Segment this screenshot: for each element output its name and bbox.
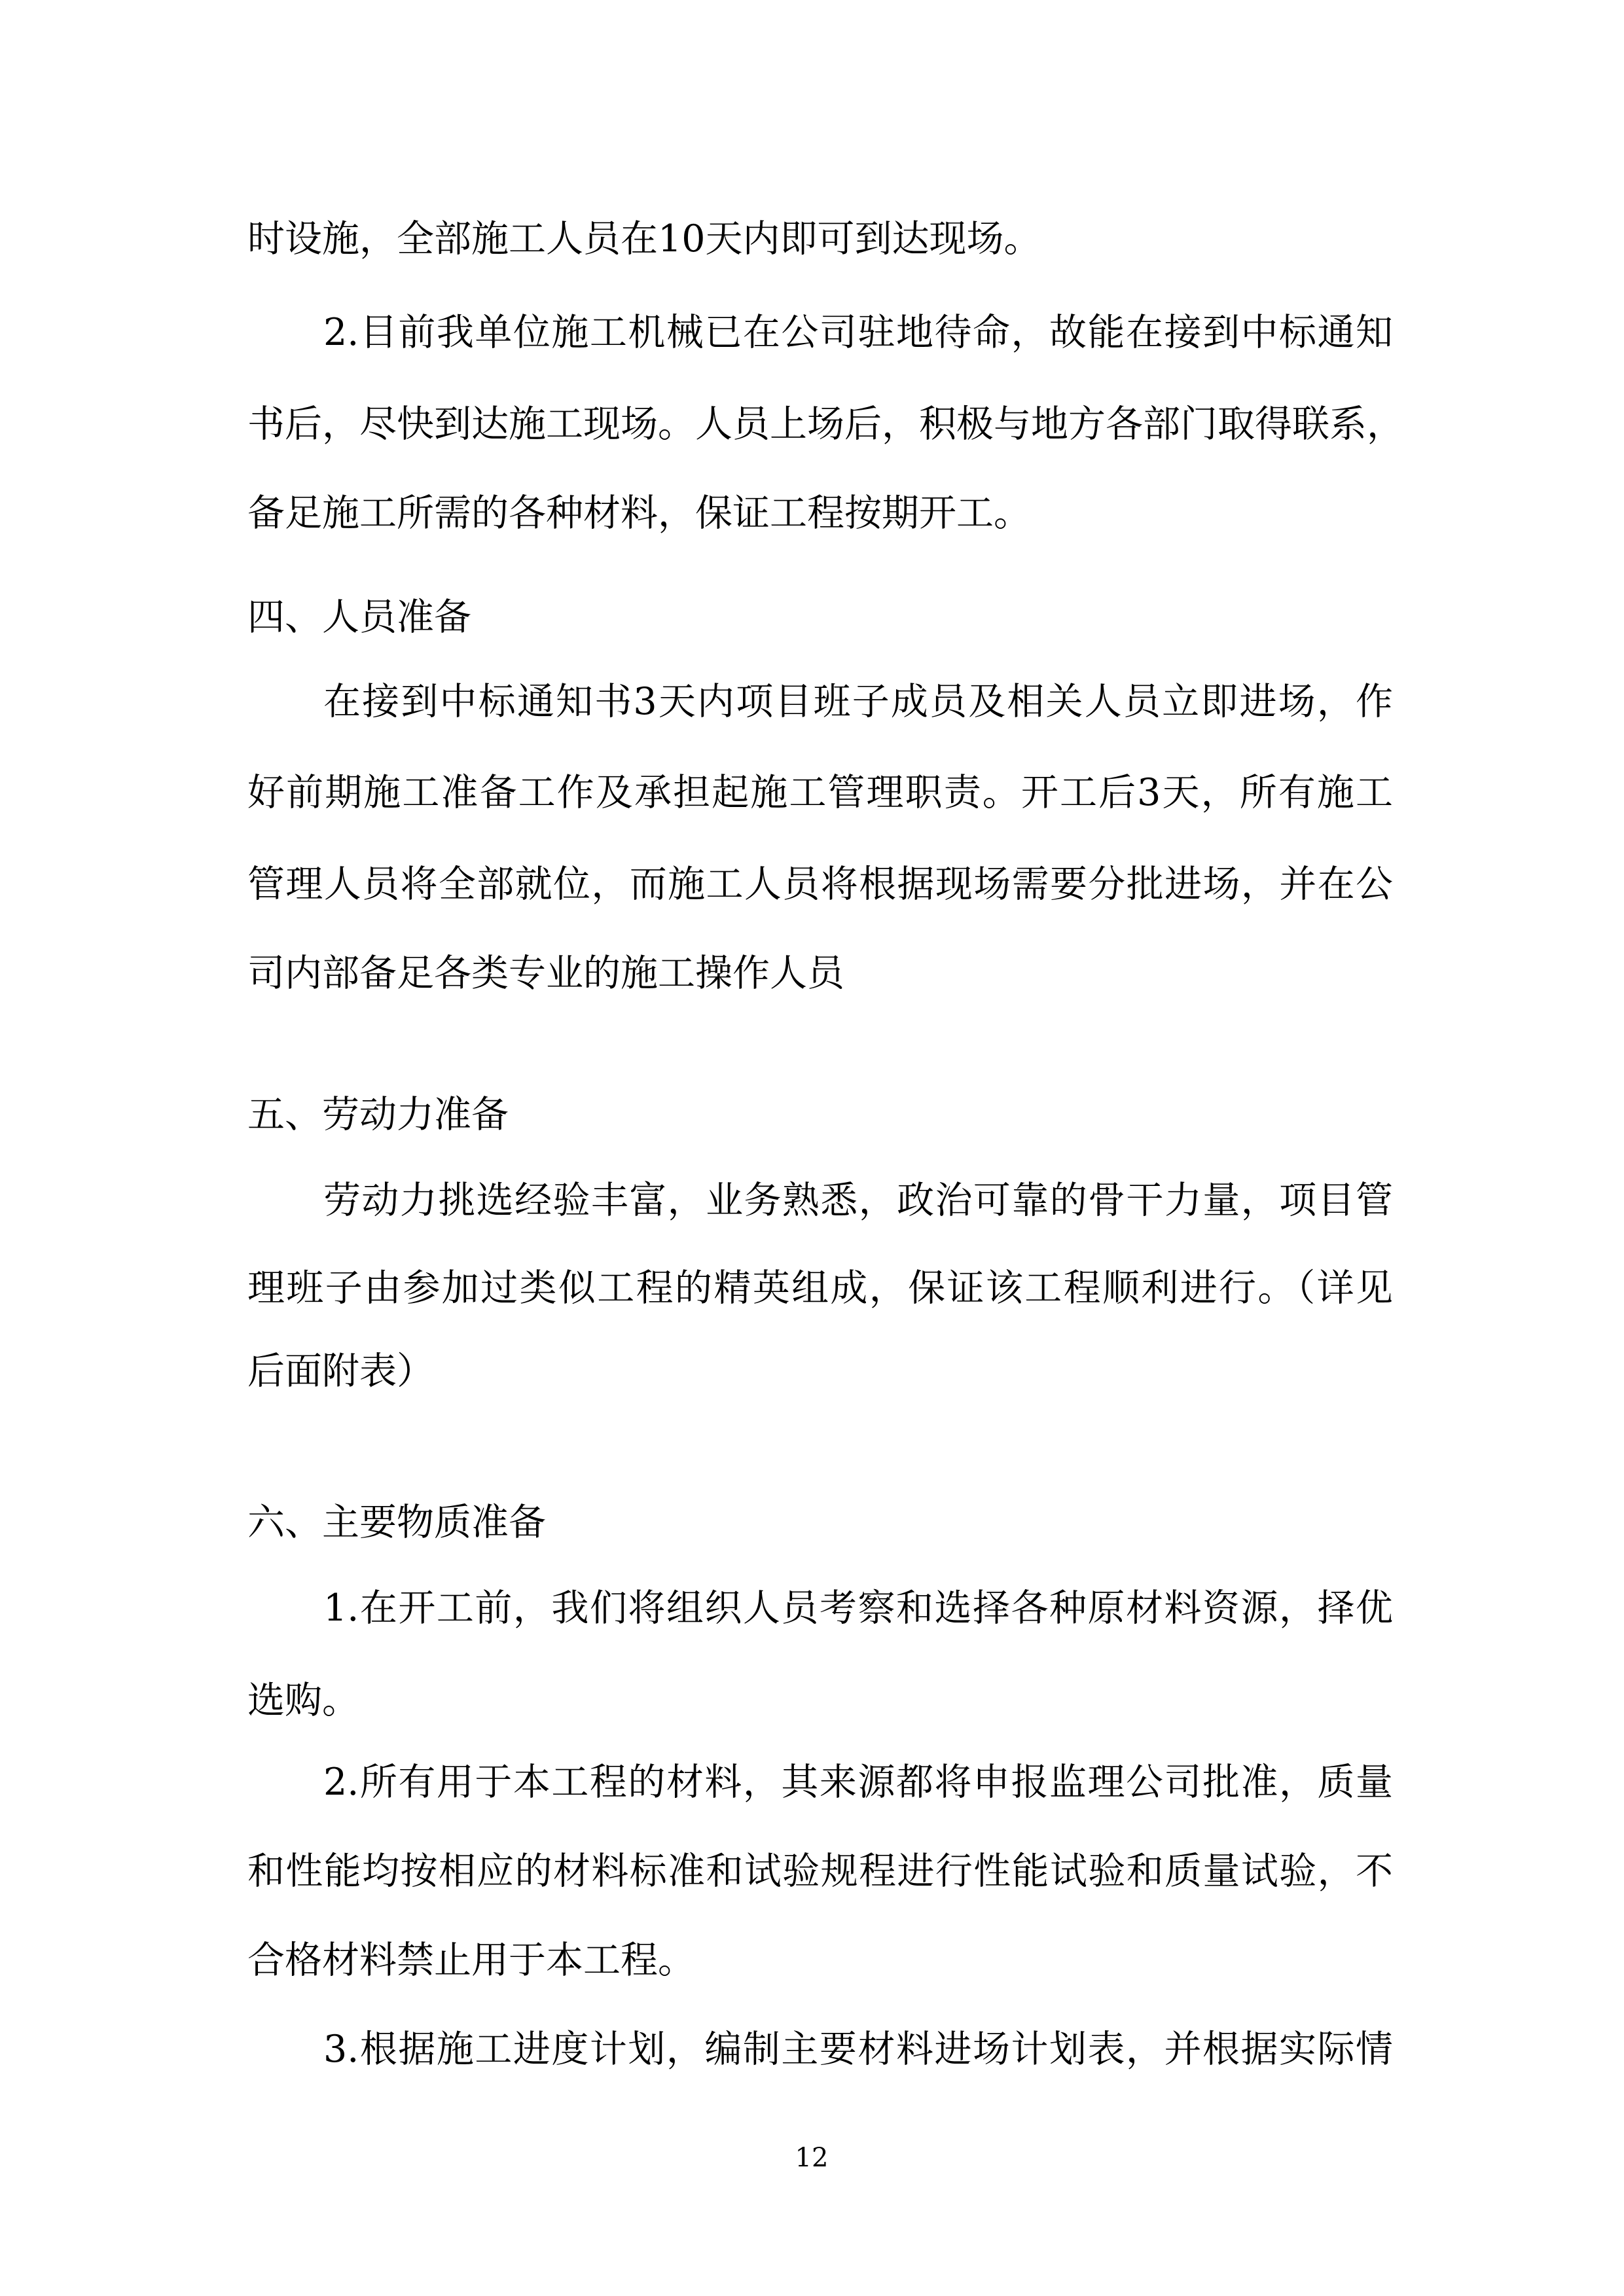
section-heading: 四、人员准备 (247, 596, 471, 639)
paragraph-line: 后面附表） (247, 1350, 434, 1393)
paragraph-line: 书后，尽快到达施工现场。人员上场后，积极与地方各部门取得联系， (247, 403, 1404, 446)
section-heading: 六、主要物质准备 (247, 1501, 546, 1544)
paragraph-line: 2.目前我单位施工机械已在公司驻地待命，故能在接到中标通知 (323, 311, 1393, 354)
paragraph-line: 3.根据施工进度计划，编制主要材料进场计划表，并根据实际情 (323, 2028, 1393, 2071)
paragraph-line: 1.在开工前，我们将组织人员考察和选择各种原材料资源，择优 (323, 1587, 1393, 1630)
paragraph-line: 在接到中标通知书3天内项目班子成员及相关人员立即进场，作 (323, 680, 1393, 723)
paragraph-line: 时设施，全部施工人员在10天内即可到达现场。 (247, 217, 1041, 260)
paragraph-line: 合格材料禁止用于本工程。 (247, 1939, 695, 1982)
page-number: 12 (795, 2143, 829, 2173)
section-heading: 五、劳动力准备 (247, 1093, 509, 1136)
paragraph-line: 管理人员将全部就位，而施工人员将根据现场需要分批进场，并在公 (247, 863, 1393, 906)
paragraph-line: 选购。 (247, 1679, 359, 1722)
paragraph-line: 备足施工所需的各种材料，保证工程按期开工。 (247, 492, 1031, 535)
paragraph-line: 好前期施工准备工作及承担起施工管理职责。开工后3天，所有施工 (247, 771, 1393, 814)
paragraph-line: 和性能均按相应的材料标准和试验规程进行性能试验和质量试验，不 (247, 1850, 1393, 1893)
paragraph-line: 理班子由参加过类似工程的精英组成，保证该工程顺利进行。（详见 (247, 1266, 1393, 1310)
paragraph-line: 司内部备足各类专业的施工操作人员 (247, 952, 844, 995)
paragraph-line: 劳动力挑选经验丰富，业务熟悉，政治可靠的骨干力量，项目管 (323, 1179, 1393, 1222)
paragraph-line: 2.所有用于本工程的材料，其来源都将申报监理公司批准，质量 (323, 1761, 1393, 1804)
